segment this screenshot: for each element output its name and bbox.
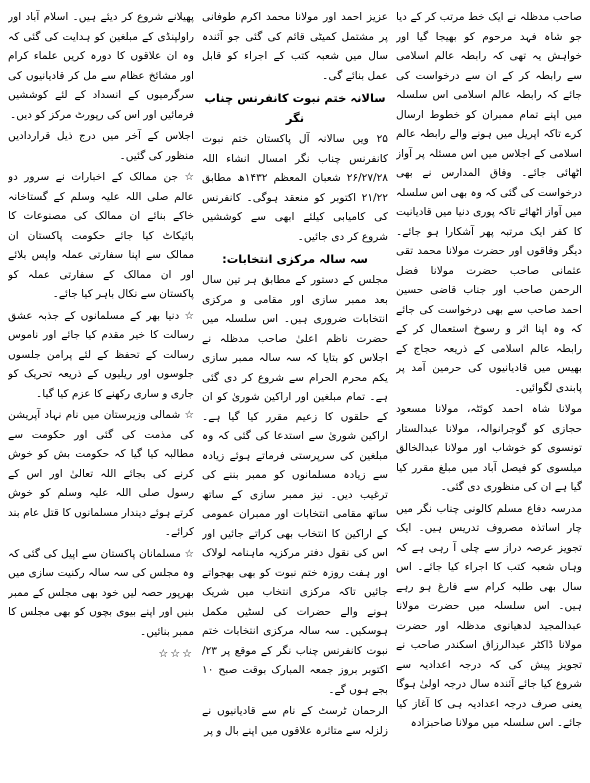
- section-heading: سالانہ ختم نبوت کانفرنس چناب نگر: [204, 91, 386, 125]
- end-stars: ☆☆☆: [158, 647, 194, 660]
- paragraph: مجلس کے دستور کے مطابق ہر تین سال بعد ممبر سازی اور مقامی و مرکزی انتخابات ضروری ہیں۔ اس سلسلہ میں حضرت ناظم اعلیٰ صاحب مدظلہ نے اجلاس کو بتایا کہ سہ سالہ ممبر سازی یکم محرم الحرام سے شروع کر دی گئی ہے۔ تمام مبلغین اور اراکین شوریٰ کو ان کے حلقوں کا زعیم مقرر کیا گیا ہے۔ اراکین شوریٰ سے استدعا کی گئی کہ وہ مبلغین کی سرپرستی فرماتے ہوئے زیادہ سے زیادہ مسلمانوں کو ممبر بننے کی ترغیب دیں۔ نیز ممبر سازی کے ساتھ ساتھ مقامی انتخابات اور ممبران عمومی کے اراکین کا انتخاب بھی کراتے جائیں اور اس کی نقول دفتر مرکزیہ ماہنامہ لولاک اور ہفت روزہ ختم نبوت کو بھی بھجواتے جائیں تاکہ مرکزی انتخاب میں شریک ہونے والے حضرات کی لسٹیں مکمل ہوسکیں۔ سہ سالہ مرکزی انتخابات ختم نبوت کانفرنس چناب نگر کے موقع پر ۲۳/ اکتوبر بروز جمعہ المبارک بوقت صبح ۱۰ بجے ہوں گے۔: [202, 274, 388, 696]
- resolution-item: ☆ جن ممالک کے اخبارات نے سرور دو عالم صلی اللہ علیہ وسلم کے گستاخانہ خاکے بنائے ان ممالک کی مصنوعات کا بائیکاٹ کیا جائے حکومت پاکستان ان ممالک سے اپنا سفارتی عملہ واپس بلائے اور ان ممالک کے سفارتی عملہ کو پاکستان سے نکال باہر کیا جائے۔: [8, 171, 194, 300]
- section-heading: سہ سالہ مرکزی انتخابات:: [222, 252, 368, 266]
- paragraph: الرحمان ٹرسٹ کے نام سے قادیانیوں نے زلزلہ سے متاثرہ علاقوں میں اپنے بال و پر: [202, 705, 388, 737]
- paragraph: اجلاس کے آخر میں درج ذیل قراردادیں منظور کی گئیں۔: [8, 130, 194, 162]
- paragraph: پھیلانے شروع کر دیئے ہیں۔ اسلام آباد اور راولپنڈی کے مبلغین کو ہدایت کی گئی کہ وہ ان علاقوں کا دورہ کریں علماء کرام اور مشائخ عظام سے مل کر قادیانیوں کی سرگرمیوں کے انسداد کے لئے کوششیں فرمائیں اور اس کی رپورٹ مرکز کو دیں۔: [8, 11, 194, 121]
- column-left: [8, 8, 194, 777]
- text-columns: [8, 8, 582, 777]
- column-middle: [202, 8, 388, 777]
- paragraph: مولانا شاہ احمد کوئٹہ، مولانا مسعود حجازی کو گوجرانوالہ، مولانا عبدالستار تونسوی کو خوشاب اور مولانا عبدالخالق میلسوی کو فیصل آباد میں مبلغ مقرر کیا گیا ہے ان کی منظوری دی گئی۔: [396, 403, 582, 493]
- resolution-item: ☆ دنیا بھر کے مسلمانوں کے جذبہ عشق رسالت کا خیر مقدم کیا جائے اور ناموس رسالت کے تحفظ کے لئے پرامن جلسوں جلوسوں اور ریلیوں کے ذریعہ تحریک کو جاری و ساری رکھنے کا عزم کیا گیا۔: [8, 309, 194, 400]
- resolution-item: ☆ مسلمانان پاکستان سے اپیل کی گئی کہ وہ مجلس کی سہ سالہ رکنیت سازی میں بھرپور حصہ لیں خود بھی مجلس کے ممبر بنیں اور اپنے بیوی بچوں کو بھی مجلس کا ممبر بنائیں۔: [8, 547, 194, 638]
- paragraph: مدرسہ دفاع مسلم کالونی چناب نگر میں چار اساتذہ مصروف تدریس ہیں۔ ایک تجویز عرصہ دراز سے چلی آ رہی ہے کہ وہاں شعبہ کتب کا اجراء کیا جائے۔ اس سال بھی طلبہ کرام سے فارغ ہو رہے ہیں۔ اس سلسلہ میں حضرت مولانا عبدالمجید لدھیانوی مدظلہ اور حضرت مولانا ڈاکٹر عبدالرزاق اسکندر صاحب نے تجویز پیش کی کہ درجہ اعدادیہ سے شروع کیا جائے آئندہ سال درجہ اولیٰ ہوگا یعنی صرف درجہ اعدادیہ ہی کا آغاز کیا جائے۔ اس سلسلہ میں مولانا صاحبزادہ: [396, 502, 582, 729]
- resolution-item: ☆ شمالی وزیرستان میں نام نہاد آپریشن کی مذمت کی گئی اور حکومت سے مطالبہ کیا گیا کہ حکومت بش کو خوش کرنے کی بجائے اللہ تعالیٰ اور اس کے رسول صلی اللہ علیہ وسلم کو خوش کرتے ہوئے دیندار مسلمانوں کا قتل عام بند کرائے۔: [8, 409, 194, 538]
- paragraph: ۲۵ ویں سالانہ آل پاکستان ختم نبوت کانفرنس چناب نگر امسال انشاء اللہ ۲۶/۲۷/۲۸ شعبان المعظم ۱۴۳۲ھ مطابق ۲۱/۲۲ اکتوبر کو منعقد ہوگی۔ کانفرنس کی کامیابی کیلئے ابھی سے کوششیں شروع کر دی جائیں۔: [202, 133, 388, 243]
- paragraph: عزیز احمد اور مولانا محمد اکرم طوفانی پر مشتمل کمیٹی قائم کی گئی جو آئندہ سال میں شعبہ کتب کے اجراء کو قابل عمل بنائے گی۔: [202, 11, 388, 82]
- paragraph: صاحب مدظلہ نے ایک خط مرتب کر کے دیا جو شاہ فہد مرحوم کو بھیجا گیا اور خواہش یہ تھی کہ رابطہ عالم اسلامی سے رابطہ کر کے ان سے درخواست کی جائے کہ رابطہ عالم اسلامی اس سلسلہ میں اپنے تمام ممبران کو خطوط ارسال کرے تاکہ اپریل میں ہونے والے رابطہ عالم اسلامی کے اجلاس میں اس مسئلہ پر آواز اٹھائی جائے۔ وفاق المدارس نے بھی درخواست کی گئی کہ وہ بھی اس سلسلہ میں آواز اٹھائے تاکہ پوری دنیا میں قادیانیت کا کفر ایک مرتبہ پھر آشکارا ہو جائے۔ دیگر وفاقوں اور حضرت مولانا محمد تقی عثمانی صاحب حضرت مولانا فضل الرحمن صاحب اور جناب قاضی حسین احمد صاحب سے بھی درخواست کی جائے کہ وہ اپنا اثر و رسوخ استعمال کر کے رابطہ عالم اسلامی کے ذریعہ حجاج کے بھیس میں قادیانیوں کی حرمین آمد پر پابندی لگوائیں۔: [396, 11, 582, 394]
- column-right: [396, 8, 582, 777]
